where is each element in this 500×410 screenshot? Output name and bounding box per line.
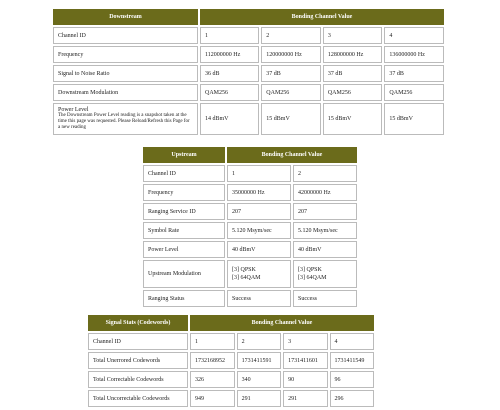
cell-value bbox=[227, 260, 291, 288]
row-label: Channel ID bbox=[53, 27, 198, 44]
cell-value: 96 bbox=[330, 371, 374, 388]
table-row bbox=[143, 184, 357, 201]
cell-value: 2 bbox=[261, 27, 321, 44]
modulation-line: [3] 64QAM bbox=[298, 275, 327, 281]
table-row bbox=[53, 84, 444, 101]
upstream-header: Upstream bbox=[143, 147, 225, 163]
table-row bbox=[143, 203, 357, 220]
cell-value: 1732168952 bbox=[190, 352, 235, 369]
cell-value: 4 bbox=[330, 333, 374, 350]
cell-value: 296 bbox=[330, 390, 374, 407]
codewords-table bbox=[86, 313, 376, 409]
cell-value: 112000000 Hz bbox=[200, 46, 259, 63]
cell-value: 291 bbox=[237, 390, 281, 407]
codewords-value-header: Bonding Channel Value bbox=[190, 315, 374, 331]
cell-value: QAM256 bbox=[200, 84, 259, 101]
row-label: Downstream Modulation bbox=[53, 84, 198, 101]
cell-value: 90 bbox=[283, 371, 327, 388]
cell-value: 15 dBmV bbox=[261, 103, 321, 135]
cell-value: 207 bbox=[227, 203, 291, 220]
modulation-line: [3] QPSK bbox=[298, 267, 322, 273]
cell-value: Success bbox=[293, 290, 357, 307]
cell-value: 3 bbox=[323, 27, 383, 44]
cell-value: 291 bbox=[283, 390, 327, 407]
cell-value: 15 dBmV bbox=[384, 103, 444, 135]
table-row bbox=[143, 222, 357, 239]
cell-value: 1 bbox=[227, 165, 291, 182]
cell-value: QAM256 bbox=[261, 84, 321, 101]
cell-value: 37 dB bbox=[323, 65, 383, 82]
modulation-line: [3] QPSK bbox=[232, 267, 256, 273]
cell-value: 36 dB bbox=[200, 65, 259, 82]
upstream-value-header: Bonding Channel Value bbox=[227, 147, 357, 163]
row-label: Total Uncorrectable Codewords bbox=[88, 390, 188, 407]
cell-value: Success bbox=[227, 290, 291, 307]
cell-value: 2 bbox=[237, 333, 281, 350]
downstream-header: Downstream bbox=[53, 9, 198, 25]
table-row bbox=[88, 333, 374, 350]
cell-value: 136000000 Hz bbox=[384, 46, 444, 63]
table-row bbox=[88, 371, 374, 388]
cell-value: 5.120 Msym/sec bbox=[227, 222, 291, 239]
row-label: Total Correctable Codewords bbox=[88, 371, 188, 388]
cell-value: 128000000 Hz bbox=[323, 46, 383, 63]
cell-value: 42000000 Hz bbox=[293, 184, 357, 201]
cell-value: 5.120 Msym/sec bbox=[293, 222, 357, 239]
row-label: Ranging Service ID bbox=[143, 203, 225, 220]
cell-value: 326 bbox=[190, 371, 235, 388]
row-label: Total Unerrored Codewords bbox=[88, 352, 188, 369]
cell-value: 1731411549 bbox=[330, 352, 374, 369]
cell-value: 949 bbox=[190, 390, 235, 407]
row-label: Channel ID bbox=[88, 333, 188, 350]
cell-value: QAM256 bbox=[384, 84, 444, 101]
downstream-value-header: Bonding Channel Value bbox=[200, 9, 444, 25]
table-row bbox=[53, 46, 444, 63]
cell-value: 37 dB bbox=[261, 65, 321, 82]
cell-value: 3 bbox=[283, 333, 327, 350]
row-label: Frequency bbox=[143, 184, 225, 201]
power-level-note: The Downstream Power Level reading is a snapshot taken at the time this page was requested. Please Reload/Refresh this Page for a new reading bbox=[58, 113, 190, 130]
table-row bbox=[88, 352, 374, 369]
table-row bbox=[143, 290, 357, 307]
row-label: Frequency bbox=[53, 46, 198, 63]
cell-value: 340 bbox=[237, 371, 281, 388]
cell-value: 2 bbox=[293, 165, 357, 182]
codewords-header: Signal Stats (Codewords) bbox=[88, 315, 188, 331]
modulation-line: [3] 64QAM bbox=[232, 275, 261, 281]
row-label: Signal to Noise Ratio bbox=[53, 65, 198, 82]
cell-value: 35000000 Hz bbox=[227, 184, 291, 201]
cell-value: 37 dB bbox=[384, 65, 444, 82]
row-label: Symbol Rate bbox=[143, 222, 225, 239]
cell-value: QAM256 bbox=[323, 84, 383, 101]
table-row bbox=[88, 390, 374, 407]
cell-value: 1 bbox=[190, 333, 235, 350]
cell-value: 1731411601 bbox=[283, 352, 327, 369]
upstream-table bbox=[141, 145, 359, 309]
row-label: Upstream Modulation bbox=[143, 260, 225, 288]
table-row bbox=[53, 27, 444, 44]
table-row bbox=[143, 260, 357, 288]
cell-value: 1731411591 bbox=[237, 352, 281, 369]
cell-value: 14 dBmV bbox=[200, 103, 259, 135]
table-row bbox=[143, 241, 357, 258]
downstream-table bbox=[51, 7, 446, 137]
table-row bbox=[53, 65, 444, 82]
row-label: Power Level bbox=[58, 107, 89, 113]
power-level-label-cell bbox=[53, 103, 198, 135]
row-label: Channel ID bbox=[143, 165, 225, 182]
row-label: Ranging Status bbox=[143, 290, 225, 307]
cell-value bbox=[293, 260, 357, 288]
cell-value: 207 bbox=[293, 203, 357, 220]
cell-value: 15 dBmV bbox=[323, 103, 383, 135]
row-label: Power Level bbox=[143, 241, 225, 258]
cell-value: 40 dBmV bbox=[227, 241, 291, 258]
cell-value: 40 dBmV bbox=[293, 241, 357, 258]
cell-value: 1 bbox=[200, 27, 259, 44]
cell-value: 4 bbox=[384, 27, 444, 44]
table-row bbox=[143, 165, 357, 182]
cell-value: 120000000 Hz bbox=[261, 46, 321, 63]
table-row bbox=[53, 103, 444, 135]
